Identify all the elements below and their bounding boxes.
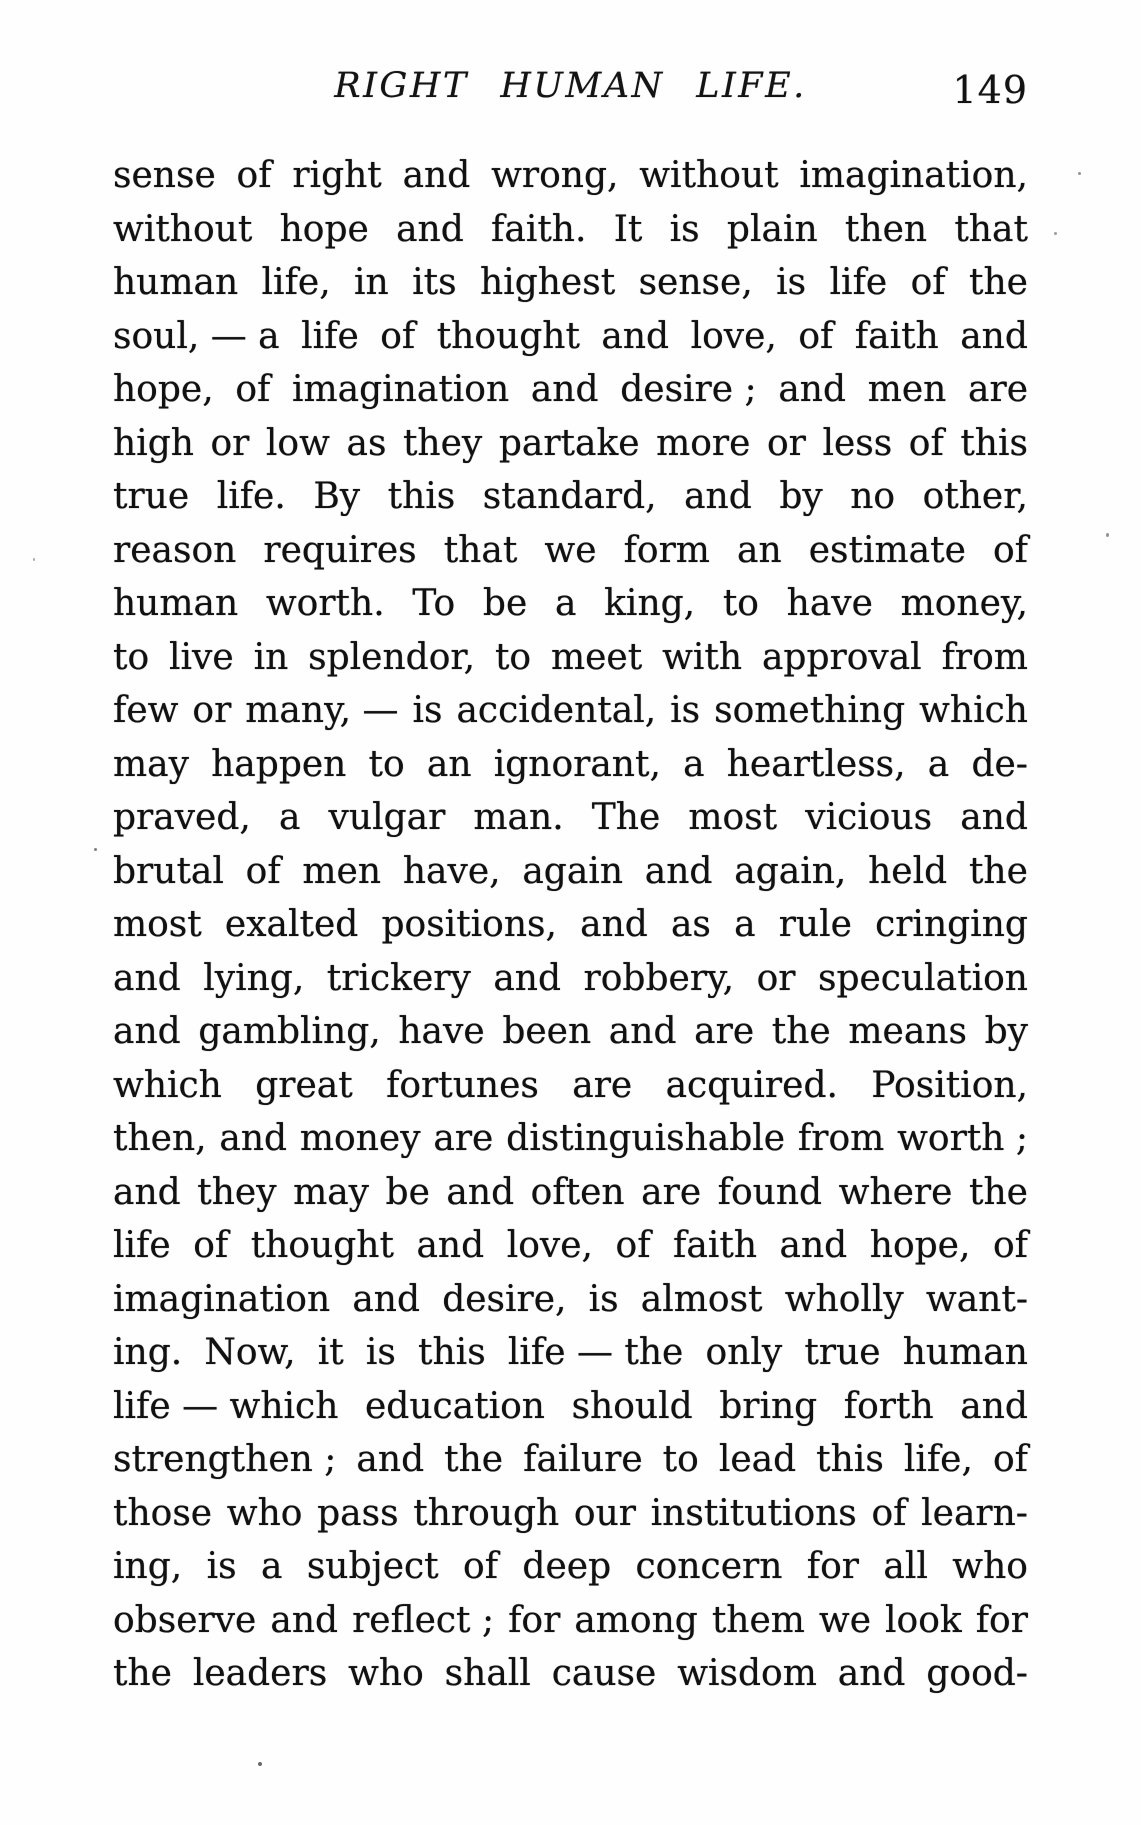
text-line: [113, 898, 1028, 952]
word: as: [670, 904, 711, 945]
word: that: [954, 208, 1028, 250]
word: hope,: [113, 369, 214, 410]
word: meet: [550, 636, 643, 678]
word: reflect ;: [352, 1599, 495, 1641]
word: and: [601, 315, 670, 357]
word: life,: [261, 262, 331, 303]
text-line: [113, 256, 1028, 310]
word: wisdom: [677, 1653, 817, 1694]
word: gambling,: [198, 1011, 381, 1052]
word: to: [368, 743, 405, 785]
word: through: [413, 1492, 560, 1534]
word: king,: [604, 583, 696, 624]
word: look: [885, 1599, 962, 1641]
word: are: [572, 1064, 633, 1106]
word: again,: [734, 850, 847, 892]
word: approval: [761, 636, 922, 678]
word: worth ;: [897, 1118, 1028, 1159]
word: as: [346, 422, 387, 464]
word: concern: [635, 1546, 783, 1587]
text-line: [113, 470, 1028, 524]
text-line: [113, 1487, 1028, 1541]
word: partake: [498, 422, 640, 464]
text-line: [113, 363, 1028, 417]
running-head: RIGHT HUMAN LIFE.: [334, 66, 807, 106]
word: or: [192, 690, 232, 731]
word: to: [722, 583, 759, 624]
word: subject: [306, 1546, 439, 1587]
word: an: [737, 529, 782, 571]
word: and: [446, 1171, 515, 1213]
word: no: [850, 476, 896, 517]
word: education: [364, 1385, 545, 1427]
word: brutal: [113, 850, 224, 892]
word: de-: [971, 743, 1028, 785]
word: a: [734, 904, 756, 945]
word: with: [662, 636, 743, 678]
word: Now,: [204, 1332, 296, 1373]
word: this: [960, 422, 1028, 464]
word: have,: [402, 850, 501, 892]
word: more: [656, 422, 751, 464]
text-line: [113, 149, 1028, 203]
word: of: [615, 1225, 651, 1266]
word: reason: [113, 529, 237, 571]
word: hope,: [869, 1225, 971, 1266]
word: human: [113, 583, 239, 624]
word: faith.: [491, 208, 587, 250]
word: and: [113, 1011, 181, 1052]
word: almost: [640, 1278, 763, 1320]
word: of: [245, 850, 281, 892]
word: all: [883, 1546, 928, 1587]
word: then: [844, 208, 928, 250]
word: life: [829, 262, 888, 303]
page-text: [113, 149, 1028, 1701]
word: man.: [473, 797, 564, 838]
word: positions,: [381, 904, 557, 945]
word: in: [354, 262, 389, 303]
word: rule: [778, 904, 852, 945]
word: and: [356, 1439, 425, 1480]
word: sense: [113, 155, 216, 196]
word: of: [798, 315, 834, 357]
word: are: [641, 1171, 702, 1213]
word: its: [412, 262, 457, 303]
word: a: [554, 583, 577, 624]
word: human: [113, 262, 239, 303]
word: few: [113, 690, 179, 731]
word: strengthen ;: [113, 1439, 337, 1480]
word: requires: [263, 529, 417, 571]
word: those: [113, 1492, 213, 1534]
word: to: [494, 636, 532, 678]
word: that: [443, 529, 518, 571]
word: standard,: [482, 476, 657, 517]
word: them: [711, 1599, 805, 1641]
word: are: [694, 1011, 755, 1052]
word: without: [113, 208, 253, 250]
word: love,: [690, 315, 777, 357]
word: right: [292, 155, 382, 196]
word: for: [806, 1546, 860, 1587]
text-line: [113, 845, 1028, 899]
text-line: [113, 1059, 1028, 1113]
word: accidental,: [456, 690, 657, 731]
word: be: [385, 1171, 430, 1213]
word: and: [608, 1011, 677, 1052]
word: which: [919, 690, 1028, 731]
word: for: [975, 1599, 1028, 1641]
word: of: [380, 315, 416, 357]
text-line: [113, 1647, 1028, 1701]
word: vulgar: [328, 797, 446, 838]
word: true: [804, 1332, 881, 1373]
word: and: [493, 957, 562, 999]
text-line: [113, 203, 1028, 257]
word: again: [522, 850, 623, 892]
word: and: [352, 1278, 421, 1320]
word: may: [113, 743, 189, 785]
word: we: [818, 1599, 872, 1641]
word: imagination: [113, 1278, 331, 1320]
word: and: [960, 315, 1028, 357]
word: or: [767, 422, 806, 464]
word: desire,: [442, 1278, 567, 1320]
word: The: [591, 797, 661, 838]
word: been: [502, 1011, 592, 1052]
word: is: [365, 1332, 396, 1373]
word: wrong,: [491, 155, 619, 196]
word: bring: [719, 1385, 818, 1427]
word: hope: [279, 208, 369, 250]
word: shall: [444, 1653, 531, 1694]
word: or: [210, 422, 250, 464]
word: life — the: [507, 1332, 684, 1373]
word: good-: [926, 1653, 1028, 1694]
word: are: [968, 369, 1028, 410]
word: they: [197, 1171, 277, 1213]
word: they: [402, 422, 483, 464]
word: life: [301, 315, 359, 357]
word: who: [952, 1546, 1028, 1587]
word: the: [968, 262, 1028, 303]
word: means: [848, 1011, 967, 1052]
word: and: [960, 797, 1028, 838]
text-line: [113, 631, 1028, 685]
word: desire ;: [620, 369, 757, 410]
text-line: [113, 1005, 1028, 1059]
word: want-: [925, 1278, 1028, 1320]
word: To: [412, 583, 456, 624]
word: of: [992, 529, 1028, 571]
word: cringing: [875, 904, 1028, 945]
word: the: [113, 1653, 172, 1694]
word: the: [968, 850, 1028, 892]
word: is: [412, 690, 443, 731]
word: failure: [523, 1439, 643, 1480]
text-line: [113, 1219, 1028, 1273]
word: ing,: [113, 1546, 183, 1587]
word: and: [530, 369, 599, 410]
word: faith: [854, 315, 939, 357]
word: and: [837, 1653, 906, 1694]
word: is: [669, 208, 700, 250]
word: institutions: [650, 1492, 857, 1534]
word: highest: [480, 262, 616, 303]
word: live: [169, 636, 234, 678]
word: and: [416, 1225, 485, 1266]
text-line: [113, 417, 1028, 471]
scan-speck: [258, 1762, 262, 1766]
word: exalted: [224, 904, 359, 945]
word: ing.: [113, 1332, 183, 1373]
text-line: [113, 738, 1028, 792]
word: pass: [317, 1492, 399, 1534]
word: this: [387, 476, 456, 517]
word: love,: [506, 1225, 593, 1266]
word: robbery,: [583, 957, 735, 999]
word: where: [838, 1171, 953, 1213]
word: most: [113, 904, 202, 945]
word: other,: [922, 476, 1028, 517]
word: cause: [551, 1653, 657, 1694]
word: may: [293, 1171, 369, 1213]
word: a: [278, 797, 301, 838]
word: of: [236, 155, 272, 196]
scan-speck: [33, 558, 35, 561]
word: in: [253, 636, 289, 678]
word: estimate: [808, 529, 966, 571]
word: and: [779, 1225, 848, 1266]
word: the: [771, 1011, 831, 1052]
word: form: [623, 529, 710, 571]
text-line: [113, 1326, 1028, 1380]
word: distinguishable: [506, 1118, 786, 1159]
word: trickery: [326, 957, 471, 999]
word: faith: [673, 1225, 757, 1266]
text-line: [113, 1273, 1028, 1327]
word: and: [270, 1599, 339, 1641]
word: deep: [522, 1546, 612, 1587]
word: and: [113, 957, 181, 999]
text-line: [113, 1540, 1028, 1594]
word: held: [868, 850, 948, 892]
word: of: [910, 262, 946, 303]
word: ignorant,: [493, 743, 661, 785]
word: and: [113, 1171, 181, 1213]
word: most: [688, 797, 778, 838]
text-line: [113, 1112, 1028, 1166]
word: sense,: [638, 262, 753, 303]
word: true: [113, 476, 190, 517]
scan-speck: [94, 848, 97, 851]
word: the: [444, 1439, 504, 1480]
word: and: [219, 1118, 288, 1159]
word: imagination,: [799, 155, 1028, 196]
word: It: [613, 208, 643, 250]
word: for: [508, 1599, 561, 1641]
word: we: [544, 529, 597, 571]
word: from: [941, 636, 1028, 678]
word: fortunes: [386, 1064, 539, 1106]
word: often: [530, 1171, 625, 1213]
word: praved,: [113, 797, 251, 838]
word: and: [644, 850, 713, 892]
word: our: [573, 1492, 636, 1534]
word: money: [299, 1118, 421, 1159]
word: from: [797, 1118, 885, 1159]
word: among: [574, 1599, 698, 1641]
word: many, —: [245, 690, 399, 731]
word: thought: [250, 1225, 394, 1266]
word: this: [816, 1439, 884, 1480]
word: speculation: [817, 957, 1028, 999]
word: heartless,: [726, 743, 906, 785]
word: life: [113, 1225, 171, 1266]
word: of: [908, 422, 944, 464]
word: is: [670, 690, 701, 731]
word: a: [260, 1546, 283, 1587]
word: of: [193, 1225, 229, 1266]
word: imagination: [292, 369, 510, 410]
word: soul, — a: [113, 315, 280, 357]
word: by: [779, 476, 823, 517]
word: high: [113, 422, 194, 464]
page-number: 149: [952, 68, 1028, 112]
word: by: [984, 1011, 1028, 1052]
word: who: [348, 1653, 424, 1694]
word: worth.: [265, 583, 385, 624]
word: and: [778, 369, 847, 410]
word: thought: [436, 315, 580, 357]
word: a: [683, 743, 705, 785]
word: life,: [903, 1439, 973, 1480]
word: and: [684, 476, 752, 517]
word: an: [426, 743, 472, 785]
text-line: [113, 791, 1028, 845]
text-line: [113, 1380, 1028, 1434]
word: By: [313, 476, 361, 517]
word: is: [776, 262, 807, 303]
word: forth: [843, 1385, 934, 1427]
word: and: [960, 1385, 1028, 1427]
word: to: [662, 1439, 699, 1480]
word: only: [705, 1332, 783, 1373]
word: be: [482, 583, 528, 624]
word: human: [902, 1332, 1028, 1373]
text-line: [113, 577, 1028, 631]
word: Position,: [871, 1064, 1028, 1106]
word: observe: [113, 1599, 257, 1641]
word: it: [317, 1332, 344, 1373]
word: a: [927, 743, 950, 785]
word: have: [786, 583, 873, 624]
word: and: [396, 208, 464, 250]
text-line: [113, 1433, 1028, 1487]
word: which: [113, 1064, 222, 1106]
word: without: [639, 155, 779, 196]
word: life.: [216, 476, 286, 517]
word: splendor,: [308, 636, 476, 678]
word: to: [113, 636, 150, 678]
word: low: [265, 422, 330, 464]
text-line: [113, 684, 1028, 738]
word: should: [571, 1385, 693, 1427]
word: plain: [726, 208, 818, 250]
word: wholly: [784, 1278, 904, 1320]
text-line: [113, 1166, 1028, 1220]
word: less: [822, 422, 893, 464]
word: and: [402, 155, 471, 196]
text-line: [113, 524, 1028, 578]
word: found: [717, 1171, 823, 1213]
word: and: [580, 904, 648, 945]
word: this: [418, 1332, 486, 1373]
word: acquired.: [665, 1064, 838, 1106]
word: great: [255, 1064, 353, 1106]
word: of: [992, 1225, 1028, 1266]
word: leaders: [192, 1653, 328, 1694]
word: men: [302, 850, 382, 892]
word: money,: [900, 583, 1028, 624]
word: vicious: [805, 797, 933, 838]
word: men: [867, 369, 947, 410]
scan-speck: [1078, 172, 1081, 175]
word: the: [968, 1171, 1028, 1213]
word: of: [871, 1492, 907, 1534]
text-line: [113, 952, 1028, 1006]
word: are: [433, 1118, 494, 1159]
word: life — which: [113, 1385, 339, 1427]
word: then,: [113, 1118, 207, 1159]
word: of: [992, 1439, 1028, 1480]
word: lead: [718, 1439, 797, 1480]
word: something: [714, 690, 906, 731]
word: or: [756, 957, 796, 999]
text-line: [113, 1594, 1028, 1648]
word: have: [398, 1011, 485, 1052]
word: who: [226, 1492, 303, 1534]
word: of: [463, 1546, 499, 1587]
scan-speck: [1054, 232, 1057, 235]
text-line: [113, 310, 1028, 364]
scan-speck: [1106, 533, 1109, 537]
word: of: [235, 369, 271, 410]
word: lying,: [203, 957, 305, 999]
word: is: [588, 1278, 619, 1320]
word: happen: [211, 743, 347, 785]
word: is: [206, 1546, 237, 1587]
word: learn-: [921, 1492, 1028, 1534]
